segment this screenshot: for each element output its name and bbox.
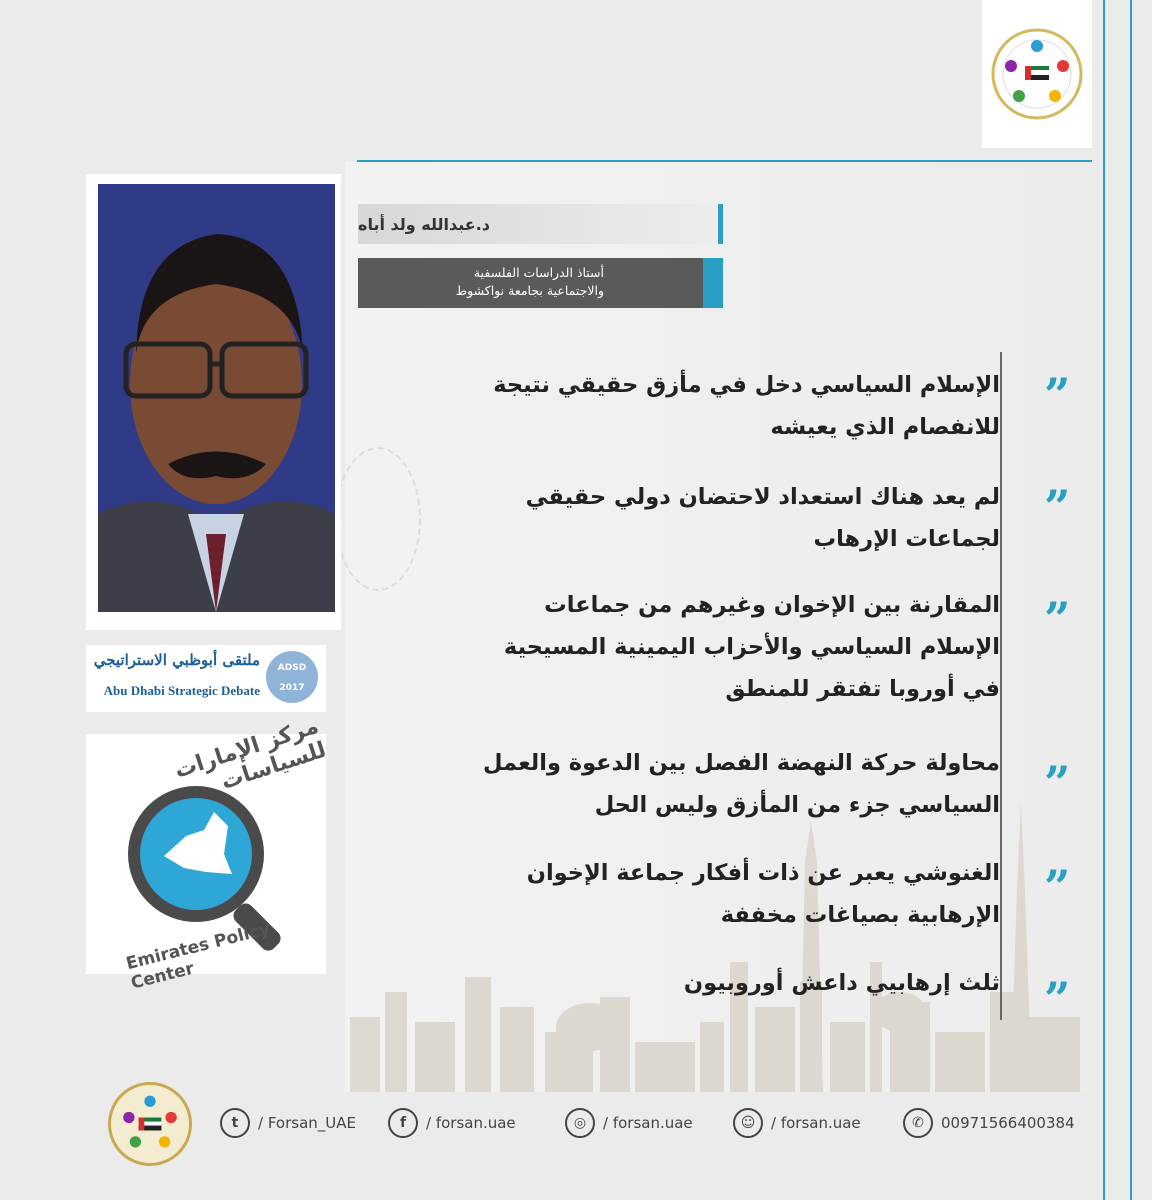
social-twitter[interactable] (220, 1108, 356, 1138)
quote-line: الإرهابية بصياغات مخففة (720, 902, 1000, 928)
quote-line: في أوروبا تفتقر للمنطق (725, 676, 1000, 702)
speaker-title-line1: أستاذ الدراسات الفلسفية (473, 265, 604, 280)
quote-item (440, 852, 1000, 936)
quote-item (440, 476, 1000, 560)
quote-line: الغنوشي يعبر عن ذات أفكار جماعة الإخوان (526, 860, 1000, 886)
quote-item (440, 742, 1000, 826)
name-accent (718, 204, 723, 244)
quote-item (440, 962, 1000, 1004)
adsd-arabic-name: ملتقى أبوظبي الاستراتيجي (93, 651, 260, 669)
social-handle[interactable]: 00971566400384 (941, 1114, 1075, 1132)
quote-line: الإسلام السياسي والأحزاب اليمينية المسيحية (503, 634, 1000, 660)
adsd-badge-year: 2017 (279, 683, 305, 693)
twitter-icon: t (220, 1108, 250, 1138)
watermark-logo (335, 447, 421, 591)
epc-english-name: Emirates Policy Center (124, 919, 273, 994)
adsd-badge-text: ADSD (277, 663, 307, 673)
quote-mark-icon: ” (1044, 756, 1071, 810)
quote-mark-icon: ” (1044, 860, 1071, 914)
quote-line: لجماعات الإرهاب (813, 526, 1000, 552)
social-handle[interactable]: / forsan.uae (771, 1114, 861, 1132)
social-instagram[interactable] (565, 1108, 693, 1138)
whatsapp-icon: ✆ (903, 1108, 933, 1138)
forsan-logo-box (982, 0, 1092, 148)
speaker-title-line2: والاجتماعية بجامعة نواكشوط (455, 283, 604, 298)
quote-line: المقارنة بين الإخوان وغيرهم من جماعات (544, 592, 1000, 618)
speaker-title (358, 258, 704, 308)
epc-arabic-name: مركز الإمارات للسياسات (171, 713, 330, 795)
quote-mark-icon: ” (1044, 368, 1071, 422)
quote-line: الإسلام السياسي دخل في مأزق حقيقي نتيجة (493, 372, 1000, 398)
quote-item (440, 364, 1000, 448)
speaker-name: د.عبدالله ولد أباه (358, 204, 720, 244)
instagram-icon: ◎ (565, 1108, 595, 1138)
social-facebook[interactable] (388, 1108, 516, 1138)
quote-line: ثلث إرهابيي داعش أوروبيون (683, 970, 1000, 996)
portrait-photo (98, 184, 335, 612)
footer-forsan-logo (108, 1082, 192, 1166)
quote-line: محاولة حركة النهضة الفصل بين الدعوة والعمل (482, 750, 1000, 776)
adsd-badge (266, 651, 318, 703)
epc-logo-box (86, 713, 330, 994)
quote-item (440, 584, 1000, 710)
quote-line: للانفصام الذي يعيشه (770, 414, 1000, 440)
social-whatsapp[interactable] (903, 1108, 1075, 1138)
accent-line-right-1 (1103, 0, 1105, 1200)
facebook-icon: f (388, 1108, 418, 1138)
forsan-logo (989, 26, 1085, 122)
adsd-english-name: Abu Dhabi Strategic Debate (103, 683, 260, 698)
quote-line: لم يعد هناك استعداد لاحتضان دولي حقيقي (525, 484, 1000, 510)
social-handle[interactable]: / Forsan_UAE (258, 1114, 356, 1132)
accent-line-right-2 (1130, 0, 1132, 1200)
quote-mark-icon: ” (1044, 592, 1071, 646)
social-handle[interactable]: / forsan.uae (603, 1114, 693, 1132)
quote-line: السياسي جزء من المأزق وليس الحل (594, 792, 1000, 818)
snapchat-icon: ☺ (733, 1108, 763, 1138)
quote-mark-icon: ” (1044, 972, 1071, 1026)
adsd-logo-box (86, 645, 326, 712)
social-snapchat[interactable] (733, 1108, 861, 1138)
social-handle[interactable]: / forsan.uae (426, 1114, 516, 1132)
quote-mark-icon: ” (1044, 480, 1071, 534)
title-accent (703, 258, 723, 308)
